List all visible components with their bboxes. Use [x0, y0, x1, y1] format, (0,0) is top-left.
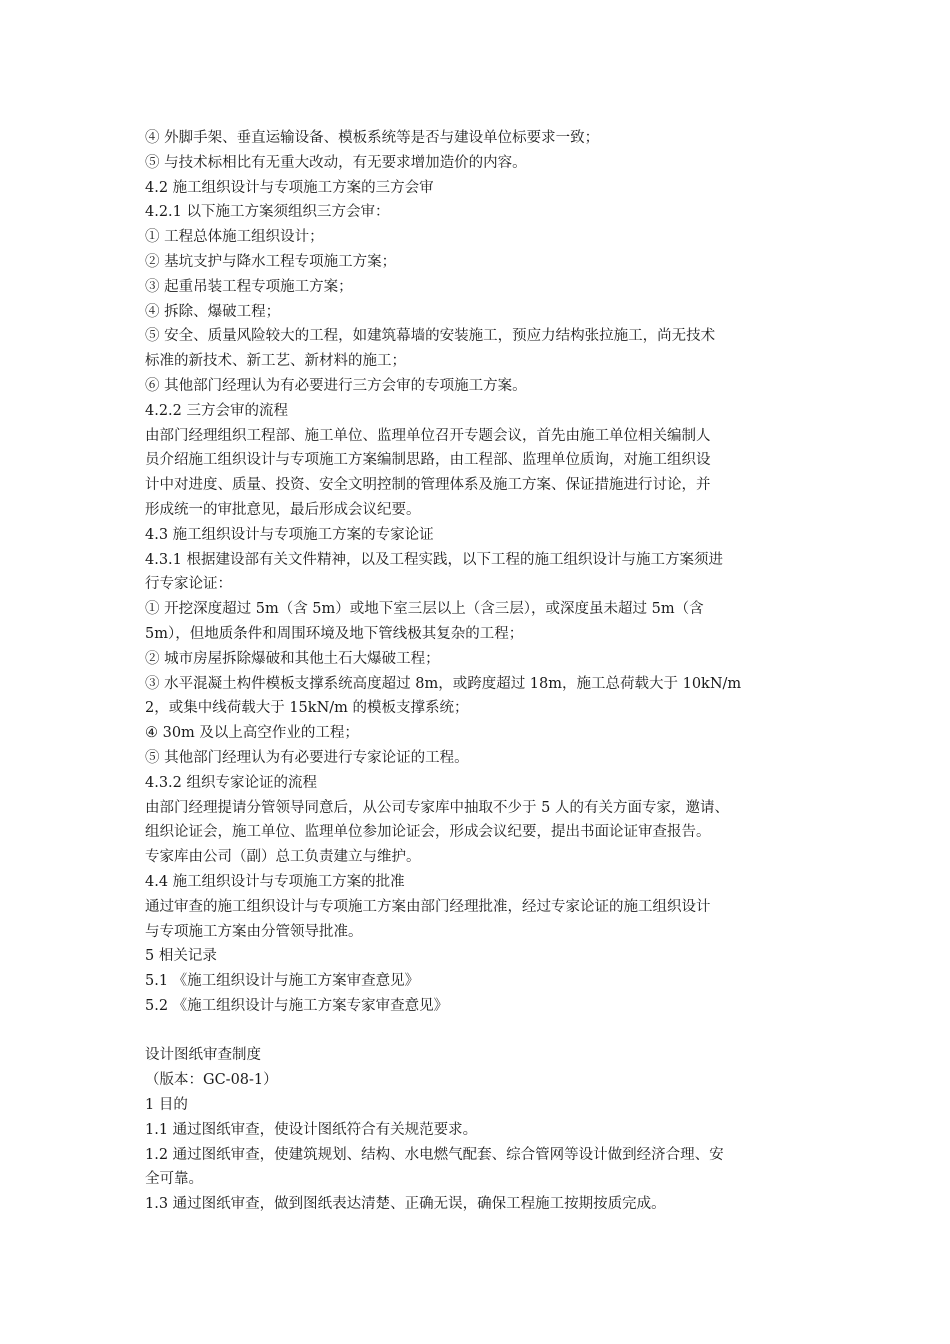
section-construction-plan-review: [145, 126, 815, 1019]
record-item: 5.2 《施工组织设计与施工方案专家审查意见》: [145, 997, 449, 1014]
text-line: ④ 外脚手架、垂直运输设备、模板系统等是否与建设单位标要求一致；: [145, 130, 600, 146]
list-item: ② 城市房屋拆除爆破和其他土石大爆破工程；: [145, 650, 440, 667]
text-line: 标准的新技术、新工艺、新材料的施工；: [145, 353, 406, 370]
document-page: [145, 126, 815, 1217]
text-line: 由部门经理组织工程部、施工单位、监理单位召开专题会议，首先由施工单位相关编制人: [145, 427, 711, 444]
record-item: 5.1 《施工组织设计与施工方案审查意见》: [145, 973, 420, 990]
version-label: （版本：GC-08-1）: [145, 1072, 278, 1089]
list-item: ⑥ 其他部门经理认为有必要进行三方会审的专项施工方案。: [145, 377, 527, 394]
text-line: 5m），但地质条件和周围环境及地下管线极其复杂的工程；: [145, 625, 524, 642]
list-item: ⑤ 其他部门经理认为有必要进行专家论证的工程。: [145, 749, 469, 766]
list-item: ③ 起重吊装工程专项施工方案；: [145, 278, 353, 295]
section-drawing-review: [145, 1043, 815, 1217]
text-line: 员介绍施工组织设计与专项施工方案编制思路，由工程部、监理单位质询，对施工组织设: [145, 452, 711, 469]
text-line: 由部门经理提请分管领导同意后，从公司专家库中抽取不少于 5 人的有关方面专家，邀请、: [145, 799, 729, 816]
list-item: ③ 水平混凝土构件模板支撑系统高度超过 8m，或跨度超过 18m，施工总荷载大于 10kN/m: [145, 675, 742, 692]
text-line: ⑤ 与技术标相比有无重大改动，有无要求增加造价的内容。: [145, 154, 527, 171]
blank-line: [145, 1019, 815, 1044]
heading-4-2-1: 4.2.1 以下施工方案须组织三方会审：: [145, 204, 390, 221]
heading-4-3-1: 4.3.1 根据建设部有关文件精神，以及工程实践，以下工程的施工组织设计与施工方案须进: [145, 551, 723, 568]
text-line: 1.1 通过图纸审查，使设计图纸符合有关规范要求。: [145, 1121, 478, 1138]
list-item: ① 开挖深度超过 5m（含 5m）或地下室三层以上（含三层），或深度虽未超过 5m（含: [145, 601, 704, 618]
heading-4-3: 4.3 施工组织设计与专项施工方案的专家论证: [145, 526, 434, 543]
text-line: 行专家论证：: [145, 576, 232, 593]
text-line: 与专项施工方案由分管领导批准。: [145, 923, 363, 940]
heading-4-2-2: 4.2.2 三方会审的流程: [145, 402, 289, 419]
list-item: ④ 30m 及以上高空作业的工程；: [145, 725, 359, 742]
heading-4-4: 4.4 施工组织设计与专项施工方案的批准: [145, 873, 405, 890]
document-title: 设计图纸审查制度: [145, 1047, 261, 1064]
text-line: 全可靠。: [145, 1171, 203, 1188]
text-line: 通过审查的施工组织设计与专项施工方案由部门经理批准，经过专家论证的施工组织设计: [145, 898, 711, 915]
list-item: ⑤ 安全、质量风险较大的工程，如建筑幕墙的安装施工，预应力结构张拉施工，尚无技术: [145, 328, 716, 345]
text-line: 1.2 通过图纸审查，使建筑规划、结构、水电燃气配套、综合管网等设计做到经济合理、安: [145, 1146, 724, 1163]
text-line: 形成统一的审批意见，最后形成会议纪要。: [145, 501, 421, 518]
text-line: 专家库由公司（副）总工负责建立与维护。: [145, 849, 421, 866]
list-item: ① 工程总体施工组织设计；: [145, 229, 324, 246]
heading-1: 1 目的: [145, 1097, 188, 1114]
text-line: 1.3 通过图纸审查，做到图纸表达清楚、正确无误，确保工程施工按期按质完成。: [145, 1196, 666, 1213]
heading-5: 5 相关记录: [145, 948, 217, 965]
heading-4-2: 4.2 施工组织设计与专项施工方案的三方会审: [145, 179, 434, 196]
text-line: 计中对进度、质量、投资、安全文明控制的管理体系及施工方案、保证措施进行讨论，并: [145, 477, 711, 494]
list-item: ② 基坑支护与降水工程专项施工方案；: [145, 253, 397, 270]
text-line: 组织论证会，施工单位、监理单位参加论证会，形成会议纪要，提出书面论证审查报告。: [145, 824, 711, 841]
list-item: ④ 拆除、爆破工程；: [145, 303, 281, 320]
text-line: 2，或集中线荷载大于 15kN/m 的模板支撑系统；: [145, 700, 469, 717]
heading-4-3-2: 4.3.2 组织专家论证的流程: [145, 774, 318, 791]
